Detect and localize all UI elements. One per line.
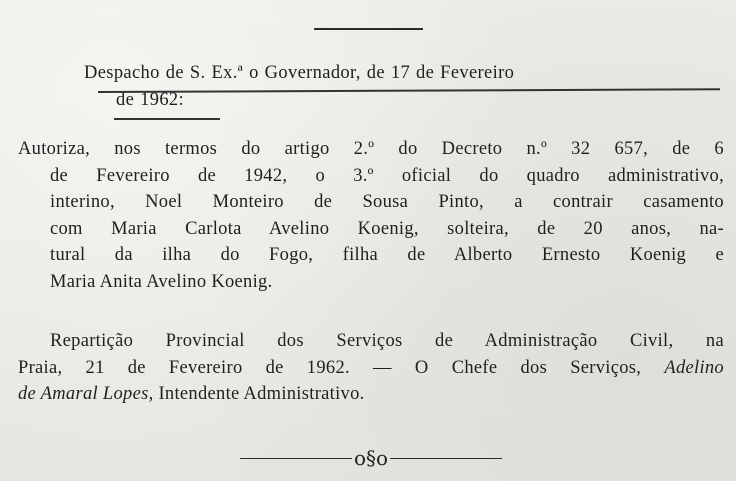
heading-line-1: Despacho de S. Ex.ª o Governador, de 17 de Fevereiro [84,63,515,83]
signature-line-1: Repartição Provincial dos Serviços de Administração Civil, na [50,331,724,351]
signatory-first-name: Adelino [664,357,724,378]
paragraph-line: Maria Anita Avelino Koenig. [50,271,273,292]
authorization-paragraph [18,136,724,295]
paragraph-line: Autoriza, nos termos do artigo 2.º do Decreto n.º 32 657, de 6 [18,139,724,159]
paragraph-line: de Fevereiro de 1942, o 3.º oficial do quadro administrativo, [50,165,724,186]
section-end-ornament [240,445,502,471]
heading-line-2: de 1962: [116,90,185,110]
paragraph-line: tural da ilha do Fogo, filha de Alberto Ernesto Koenig e [50,245,724,265]
signature-line-3 [18,381,724,408]
signature-date-text: Praia, 21 de Fevereiro de 1962. — O Chefe dos Serviços, [18,357,665,378]
signature-line-2 [18,355,724,382]
ornament-right-bar [390,458,502,459]
heading-underline-short [114,118,220,120]
signature-paragraph [18,328,724,408]
top-divider [314,28,423,30]
despacho-heading [84,60,726,114]
ornament-left-bar [240,458,352,459]
ornament-glyph: o§o [353,446,389,470]
signatory-surname: de Amaral Lopes, [18,384,154,404]
signatory-title: Intendente Administrativo. [153,384,365,404]
paragraph-line: com Maria Carlota Avelino Koenig, solteira, de 20 anos, na- [50,218,724,239]
paragraph-line: interino, Noel Monteiro de Sousa Pinto, a contrair casamento [50,192,724,212]
